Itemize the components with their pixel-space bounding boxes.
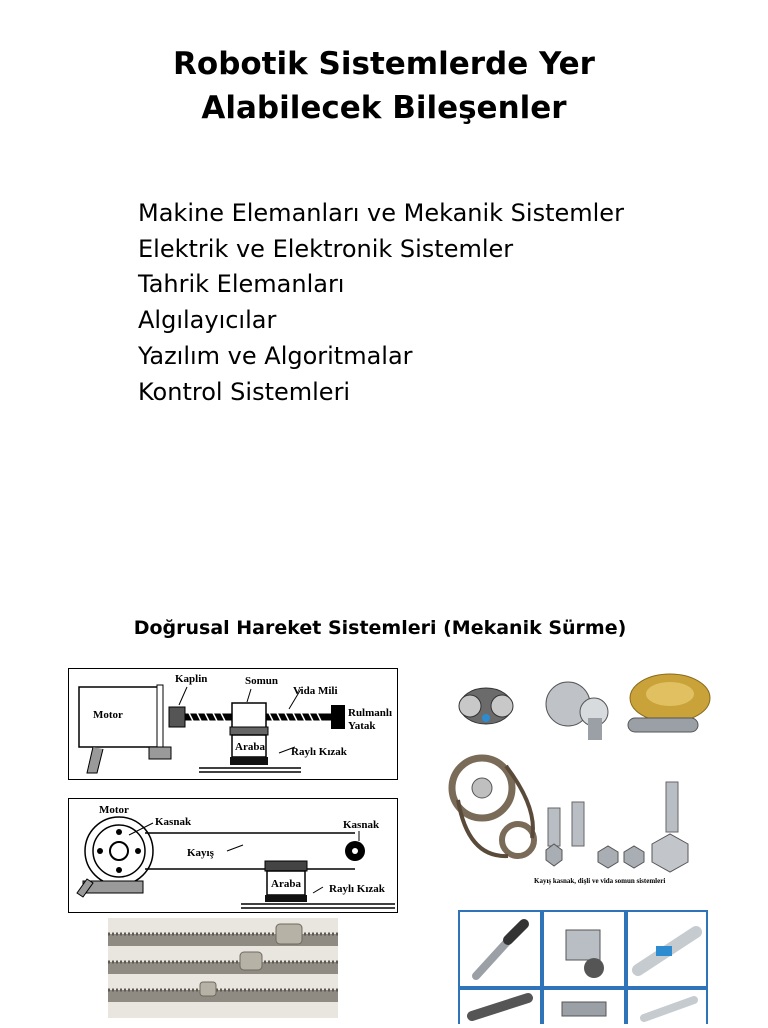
rack-bar xyxy=(108,934,338,946)
section-title: Doğrusal Hareket Sistemleri (Mekanik Sürme) xyxy=(133,617,627,639)
nut-part xyxy=(232,703,266,729)
component-item: Algılayıcılar xyxy=(138,306,277,335)
linear-actuator-drawing xyxy=(458,910,708,1024)
nut-image xyxy=(546,844,562,866)
carriage-clamp xyxy=(265,861,307,871)
lead-screw-diagram xyxy=(68,668,398,780)
left-pulley-label: Kasnak xyxy=(155,816,192,828)
nut-image xyxy=(598,846,618,868)
motor-label: Motor xyxy=(93,709,123,721)
nut-label: Somun xyxy=(245,675,279,687)
sprocket-small xyxy=(502,824,534,856)
motor-cable xyxy=(87,747,103,773)
pinion-image xyxy=(200,982,216,996)
belt-drive-drawing xyxy=(69,799,397,912)
pulley-accent xyxy=(482,714,490,722)
bearing-label-line-1: Rulmanlı xyxy=(348,707,393,719)
slide-title-line-2: Alabilecek Bileşenler xyxy=(201,90,567,126)
gear-rack-photo xyxy=(108,918,338,1018)
pinion-image xyxy=(240,952,262,970)
rack-bar xyxy=(108,990,338,1002)
motor-flange xyxy=(157,685,163,749)
sprocket-hub xyxy=(472,778,492,798)
belt-label: Kayış xyxy=(187,847,214,859)
shaft-label: Vida Mili xyxy=(293,685,338,697)
gear-shaft xyxy=(588,718,602,740)
gear-rack-drawing xyxy=(108,918,338,1018)
gearbox-motor-image xyxy=(584,958,604,978)
motor-label: Motor xyxy=(99,804,129,816)
photo-caption: Kayış kasnak, dişli ve vida somun sistemleri xyxy=(534,877,666,885)
bolt-image xyxy=(666,782,678,832)
rail-label: Raylı Kızak xyxy=(291,746,347,758)
pulley-bolt xyxy=(116,829,122,835)
carriage-label: Araba xyxy=(235,741,265,753)
mechanical-parts-drawing xyxy=(448,668,713,890)
pinion-image xyxy=(276,924,302,944)
pulley-bolt xyxy=(135,848,141,854)
worm-screw-image xyxy=(628,718,698,732)
pulley-bolt xyxy=(97,848,103,854)
pulley-bolt xyxy=(116,867,122,873)
bearing-part xyxy=(331,705,345,729)
rail-label: Raylı Kızak xyxy=(329,883,385,895)
motor-mount xyxy=(149,747,171,759)
nut-base xyxy=(230,727,268,735)
bolt-image xyxy=(572,802,584,846)
pulley-image xyxy=(491,695,513,717)
right-pulley-label: Kasnak xyxy=(343,819,380,831)
carriage-base xyxy=(265,895,307,902)
component-item: Tahrik Elemanları xyxy=(138,270,345,299)
pulley-image xyxy=(459,695,481,717)
rack-bar xyxy=(108,962,338,974)
component-list xyxy=(138,196,624,410)
bolt-image xyxy=(548,808,560,846)
belt-drive-diagram xyxy=(68,798,398,913)
mechanical-parts-photo xyxy=(448,668,713,890)
module-image xyxy=(562,1002,606,1016)
coupling-part xyxy=(169,707,185,727)
right-pulley-hub xyxy=(352,848,358,854)
bearing-label-line-2: Yatak xyxy=(348,720,376,732)
coupling-label: Kaplin xyxy=(175,673,208,685)
guide-carriage-image xyxy=(656,946,672,956)
slide-title xyxy=(0,42,768,130)
lead-screw-drawing xyxy=(69,669,397,779)
component-item: Elektrik ve Elektronik Sistemler xyxy=(138,234,514,263)
gearbox-image xyxy=(566,930,600,960)
pulley-hub xyxy=(110,842,128,860)
carriage-label: Araba xyxy=(271,878,301,890)
nut-image xyxy=(652,834,688,872)
slide-title-line-1: Robotik Sistemlerde Yer xyxy=(173,46,595,82)
linear-actuator-photo xyxy=(458,910,708,1024)
component-item: Kontrol Sistemleri xyxy=(138,377,351,406)
nut-image xyxy=(624,846,644,868)
component-item: Yazılım ve Algoritmalar xyxy=(138,341,413,370)
component-item: Makine Elemanları ve Mekanik Sistemler xyxy=(138,199,624,227)
carriage-base xyxy=(230,757,268,765)
worm-gear-top xyxy=(646,682,694,706)
